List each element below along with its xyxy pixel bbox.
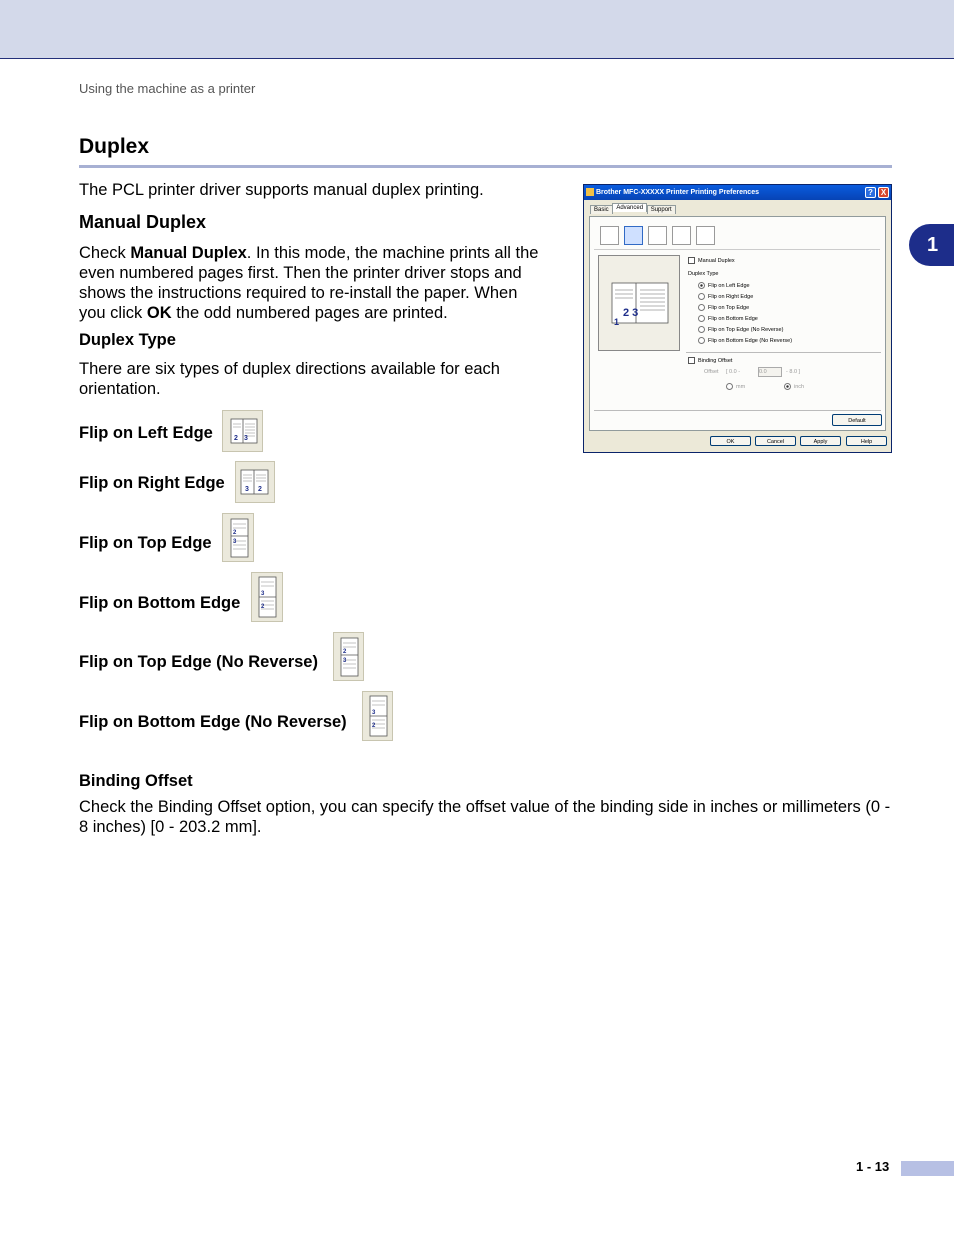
footer-bar	[901, 1161, 954, 1176]
watermark-icon[interactable]	[648, 226, 667, 245]
binding-offset-text: Check the Binding Offset option, you can specify the offset value of the binding side in inches or millimeters (0 - 8 inches) [0 - 203.2 mm].	[79, 798, 891, 836]
dialog-titlebar	[584, 185, 891, 200]
svg-text:2: 2	[233, 530, 237, 536]
radio-icon	[698, 293, 705, 300]
flip-top-edge-icon	[222, 513, 254, 562]
binding-offset-heading: Binding Offset	[79, 772, 193, 790]
chapter-tab: 1	[909, 224, 954, 266]
flip-top-edge-label: Flip on Top Edge	[79, 534, 212, 552]
radio-icon	[698, 304, 705, 311]
default-button[interactable]: Default	[832, 414, 882, 426]
ok-button[interactable]: OK	[710, 436, 751, 446]
offset-range-start: [ 0.0 -	[726, 369, 741, 375]
running-head: Using the machine as a printer	[79, 81, 256, 96]
unit-inch-label: inch	[794, 383, 805, 390]
divider	[594, 410, 881, 411]
cancel-button[interactable]: Cancel	[755, 436, 796, 446]
intro-text: The PCL printer driver supports manual duplex printing.	[79, 181, 484, 199]
header-band	[0, 0, 954, 59]
binding-offset-checkbox[interactable]	[688, 357, 732, 364]
manual-duplex-checkbox[interactable]	[688, 257, 735, 264]
duplex-type-heading: Duplex Type	[79, 331, 176, 349]
svg-text:3: 3	[244, 435, 248, 442]
radio-label: Flip on Top Edge	[708, 304, 750, 311]
radio-flip-bottom-edge[interactable]	[698, 315, 758, 322]
binding-offset-label: Binding Offset	[698, 357, 733, 364]
svg-text:2: 2	[343, 649, 347, 655]
unit-mm-radio[interactable]	[726, 383, 745, 390]
svg-text:2: 2	[372, 723, 376, 729]
radio-flip-top-edge-no-reverse[interactable]	[698, 326, 783, 333]
radio-flip-left-edge[interactable]	[698, 282, 750, 289]
page-setting-icon[interactable]	[672, 226, 691, 245]
svg-text:3: 3	[343, 658, 347, 664]
radio-label: Flip on Bottom Edge (No Reverse)	[708, 337, 793, 344]
tab-basic[interactable]: Basic	[590, 205, 613, 214]
feature-toolbar	[594, 221, 880, 250]
help-button[interactable]: Help	[846, 436, 887, 446]
divider	[686, 352, 881, 353]
svg-text:2: 2	[261, 604, 265, 610]
duplex-icon[interactable]	[624, 226, 643, 245]
title-rule	[79, 165, 892, 168]
radio-flip-right-edge[interactable]	[698, 293, 753, 300]
offset-input[interactable]: 0.0	[758, 367, 782, 377]
close-icon[interactable]: X	[878, 187, 889, 198]
printer-icon	[586, 188, 594, 196]
dialog-title: Brother MFC-XXXXX Printer Printing Preferences	[596, 189, 759, 196]
radio-selected-icon	[784, 383, 791, 390]
flip-top-edge-no-reverse-label: Flip on Top Edge (No Reverse)	[79, 653, 318, 671]
page-number: 1 - 13	[856, 1159, 890, 1174]
print-quality-icon[interactable]	[600, 226, 619, 245]
unit-mm-label: mm	[736, 383, 746, 390]
manual-duplex-text: Check Manual Duplex. In this mode, the machine prints all the even numbered pages first. Then the printer driver stops and shows the instructions required to re-install the paper. When you click OK the odd numbered pages are printed.	[79, 244, 539, 322]
radio-label: Flip on Left Edge	[708, 282, 750, 289]
flip-bottom-edge-no-reverse-icon	[362, 691, 393, 741]
duplex-preview	[598, 255, 680, 351]
flip-right-edge-label: Flip on Right Edge	[79, 474, 225, 492]
flip-left-edge-icon	[222, 410, 263, 452]
radio-flip-top-edge[interactable]	[698, 304, 749, 311]
radio-label: Flip on Right Edge	[708, 293, 754, 300]
radio-icon	[698, 315, 705, 322]
duplex-type-text: There are six types of duplex directions available for each orientation.	[79, 360, 500, 398]
duplex-type-label: Duplex Type	[688, 271, 719, 277]
checkbox-checked-icon	[688, 257, 695, 264]
flip-bottom-edge-icon	[251, 572, 283, 622]
svg-text:3: 3	[245, 486, 249, 493]
advanced-panel	[589, 216, 886, 431]
offset-range-end: - 8.0 ]	[786, 369, 801, 375]
offset-label: Offset	[704, 369, 719, 375]
help-icon[interactable]: ?	[865, 187, 876, 198]
flip-bottom-edge-no-reverse-label: Flip on Bottom Edge (No Reverse)	[79, 713, 347, 731]
tab-advanced[interactable]: Advanced	[612, 203, 647, 212]
flip-right-edge-icon	[235, 461, 275, 503]
flip-left-edge-label: Flip on Left Edge	[79, 424, 213, 442]
svg-text:3: 3	[233, 539, 237, 545]
svg-text:2: 2	[234, 435, 238, 442]
tab-support[interactable]: Support	[647, 205, 676, 214]
svg-text:3: 3	[261, 591, 265, 597]
radio-icon	[698, 337, 705, 344]
checkbox-icon	[688, 357, 695, 364]
radio-selected-icon	[698, 282, 705, 289]
section-title: Duplex	[79, 135, 150, 158]
printing-preferences-dialog	[583, 184, 892, 453]
apply-button[interactable]: Apply	[800, 436, 841, 446]
radio-flip-bottom-edge-no-reverse[interactable]	[698, 337, 792, 344]
flip-bottom-edge-label: Flip on Bottom Edge	[79, 594, 241, 612]
radio-label: Flip on Bottom Edge	[708, 315, 758, 322]
manual-duplex-label: Manual Duplex	[698, 257, 735, 264]
preview-page-numbers: 2 3	[623, 307, 639, 319]
preview-page-one: 1	[614, 317, 620, 327]
svg-text:2: 2	[258, 486, 262, 493]
radio-label: Flip on Top Edge (No Reverse)	[708, 326, 784, 333]
device-options-icon[interactable]	[696, 226, 715, 245]
unit-inch-radio[interactable]	[784, 383, 804, 390]
manual-duplex-heading: Manual Duplex	[79, 212, 207, 232]
radio-icon	[698, 326, 705, 333]
flip-top-edge-no-reverse-icon	[333, 632, 364, 681]
svg-text:3: 3	[372, 710, 376, 716]
radio-icon	[726, 383, 733, 390]
